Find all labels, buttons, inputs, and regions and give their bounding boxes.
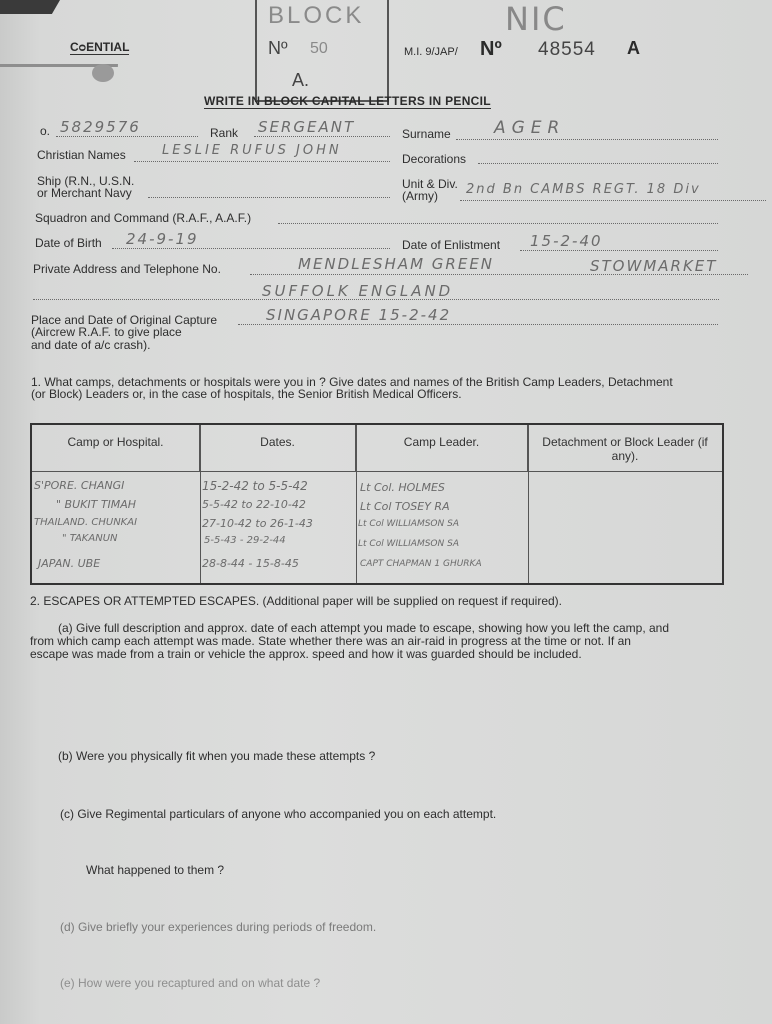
q2c-followup: What happened to them ?	[86, 863, 225, 877]
q2e: (e) How were you recaptured and on what date ?	[60, 976, 321, 990]
q1-line-2: (or Block) Leaders or, in the case of hospitals, the Senior British Medical Officers.	[31, 387, 462, 401]
unit-value: 2nd Bn CAMBS REGT. 18 Div	[466, 182, 701, 197]
dob-label: Date of Birth	[35, 236, 102, 250]
table-cell: S'PORE. CHANGI	[34, 479, 125, 492]
table-header-leader: Camp Leader.	[356, 425, 528, 471]
address-label: Private Address and Telephone No.	[33, 262, 221, 276]
folder-corner	[0, 0, 60, 14]
q2d: (d) Give briefly your experiences during periods of freedom.	[60, 920, 377, 934]
ship-line	[148, 197, 390, 198]
stamp-text-block: BLOCK	[268, 2, 365, 29]
table-column-divider	[528, 425, 529, 583]
table-cell: Lt Col. HOLMES	[360, 481, 445, 494]
no-value: 5829576	[60, 118, 141, 136]
q2-title: 2. ESCAPES OR ATTEMPTED ESCAPES. (Additional paper will be supplied on request if required).	[30, 594, 563, 608]
rank-value: SERGEANT	[258, 118, 356, 136]
capture-label-2: (Aircrew R.A.F. to give place	[31, 325, 182, 339]
top-annotation: NIC	[505, 0, 567, 38]
unit-line	[460, 200, 766, 201]
decorations-line	[478, 163, 718, 164]
surname-label: Surname	[402, 127, 451, 141]
table-cell: Lt Col TOSEY RA	[360, 500, 450, 513]
capture-value: SINGAPORE 15-2-42	[266, 306, 452, 324]
christian-value: LESLIE RUFUS JOHN	[162, 143, 342, 158]
surname-line	[456, 139, 718, 140]
dob-value: 24-9-19	[126, 230, 199, 248]
q2c: (c) Give Regimental particulars of anyone who accompanied you on each attempt.	[60, 807, 497, 821]
table-cell: THAILAND. CHUNKAI	[34, 517, 138, 528]
table-header-camp: Camp or Hospital.	[32, 425, 200, 471]
capture-label-3: and date of a/c crash).	[31, 338, 151, 352]
form-reference: M.I. 9/JAP/	[404, 46, 458, 58]
q2a-line-2: from which camp each attempt was made. State whether there was an air-raid in progress at the time or not. If an	[30, 634, 631, 648]
squadron-line	[278, 223, 718, 224]
table-cell: JAPAN. UBE	[38, 557, 101, 570]
no-line	[56, 136, 198, 137]
table-cell: 28-8-44 - 15-8-45	[202, 557, 299, 570]
no-label: o.	[40, 124, 51, 138]
dob-line	[112, 248, 390, 249]
table-column-divider	[356, 425, 357, 583]
table-cell: Lt Col WILLIAMSON SA	[358, 519, 459, 529]
table-cell: " TAKANUN	[62, 533, 118, 544]
table-header-divider	[32, 471, 722, 472]
table-cell: 27-10-42 to 26-1-43	[202, 517, 313, 530]
table-cell: " BUKIT TIMAH	[56, 498, 137, 511]
squadron-label: Squadron and Command (R.A.F., A.A.F.)	[35, 211, 252, 225]
form-suffix: A	[627, 38, 640, 58]
christian-label: Christian Names	[37, 148, 126, 162]
table-header-detachment: Detachment or Block Leader (if any).	[542, 435, 708, 463]
stamp-text-number-value: 50	[310, 40, 328, 57]
q2b: (b) Were you physically fit when you made these attempts ?	[58, 749, 376, 763]
q2a-line-3: escape was made from a train or vehicle the approx. speed and how it was guarded should be included.	[30, 647, 582, 661]
ship-label-1: Ship (R.N., U.S.N.	[37, 174, 135, 188]
stamp-text-letter: A.	[292, 70, 310, 90]
enlist-label: Date of Enlistment	[402, 238, 501, 252]
q1-line-1: 1. What camps, detachments or hospitals were you in ? Give dates and names of the British Camp Leaders, Detachment	[31, 375, 673, 389]
table-cell: 5-5-43 - 29-2-44	[204, 535, 286, 546]
capture-label-1: Place and Date of Original Capture	[31, 313, 218, 327]
unit-label-1: Unit & Div.	[402, 177, 458, 191]
table-cell: Lt Col WILLIAMSON SA	[358, 539, 459, 549]
address-value-2: SUFFOLK ENGLAND	[262, 282, 454, 300]
enlist-line	[520, 250, 718, 251]
stamp-text-number: Nº	[268, 38, 288, 58]
address-value-1: MENDLESHAM GREEN	[298, 255, 495, 273]
rank-label: Rank	[210, 126, 239, 140]
christian-line	[134, 161, 390, 162]
address-line-2	[33, 299, 719, 300]
surname-value: AGER	[494, 118, 566, 138]
table-column-divider	[200, 425, 201, 583]
ship-label-2: or Merchant Navy	[37, 186, 132, 200]
instruction-heading: WRITE IN BLOCK CAPITAL LETTERS IN PENCIL	[204, 94, 491, 108]
address-line-1	[250, 274, 748, 275]
q2a-line-1: (a) Give full description and approx. date of each attempt you made to escape, showing how you left the camp, and	[58, 621, 670, 635]
unit-label-2: (Army)	[402, 189, 438, 203]
table-cell: 5-5-42 to 22-10-42	[202, 498, 306, 511]
rank-line	[254, 136, 390, 137]
classification-label: CᴑENTIAL	[70, 40, 130, 54]
address-value-1b: STOWMARKET	[590, 257, 718, 275]
number-prefix: Nº	[480, 38, 502, 60]
decorations-label: Decorations	[402, 152, 467, 166]
capture-line	[238, 324, 718, 325]
tag-knot	[92, 64, 114, 82]
table-header-dates: Dates.	[200, 425, 356, 471]
form-number: 48554	[538, 39, 596, 60]
camps-table	[30, 423, 724, 585]
enlist-value: 15-2-40	[530, 232, 603, 250]
table-cell: CAPT CHAPMAN 1 GHURKA	[360, 559, 482, 569]
table-cell: 15-2-42 to 5-5-42	[202, 479, 308, 493]
